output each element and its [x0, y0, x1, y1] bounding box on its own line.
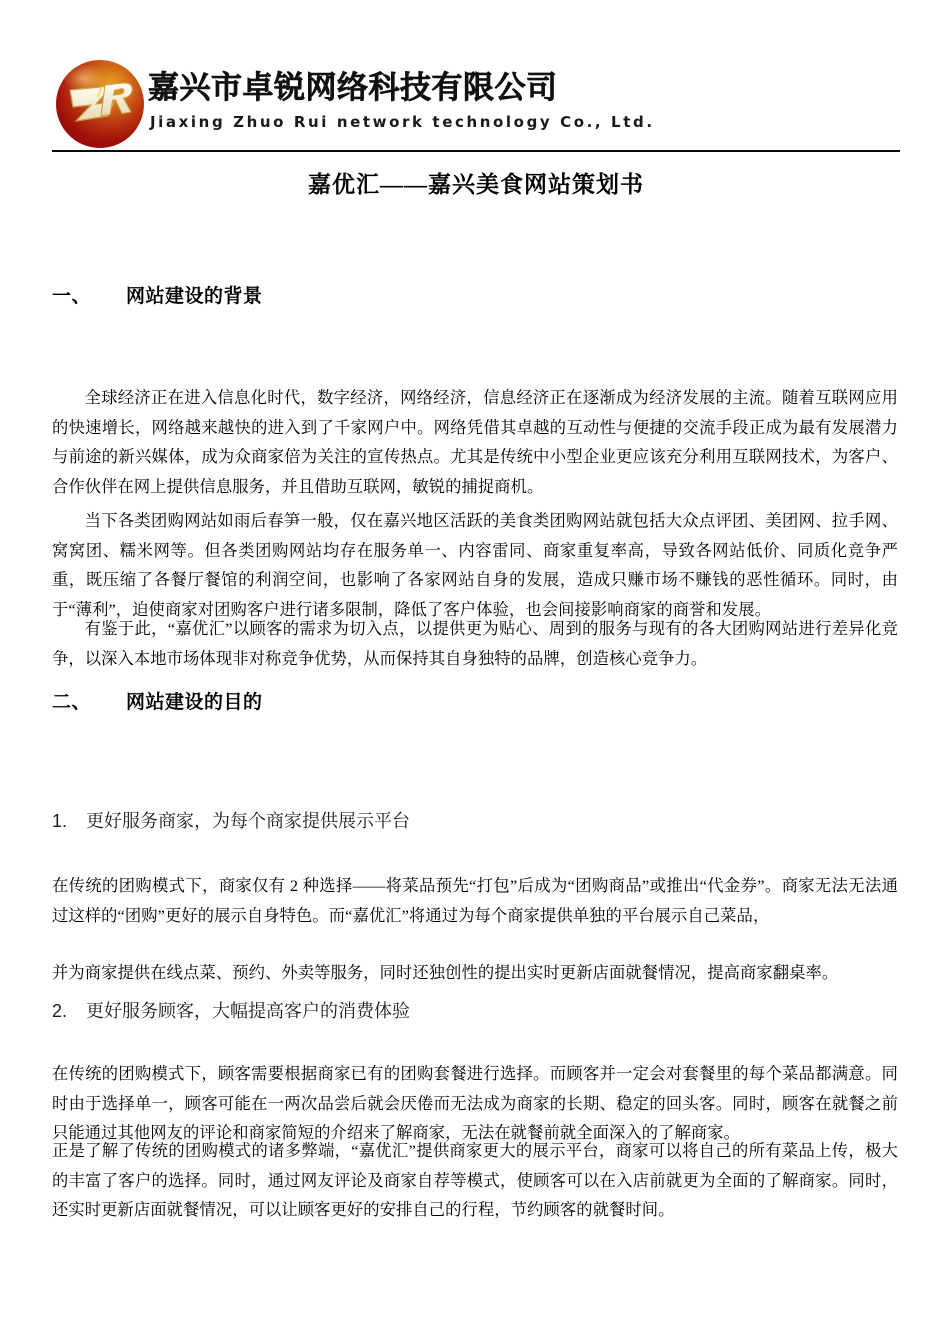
paragraph-background-2: 当下各类团购网站如雨后春笋一般，仅在嘉兴地区活跃的美食类团购网站就包括大众点评团、美团网、拉手网、窝窝团、糯米网等。但各类团购网站均存在服务单一、内容雷同、商家重复率高，导致各网站低价、同质化竞争严重，既压缩了各餐厅餐馆的利润空间，也影响了各家网站自身的发展，造成只赚市场不赚钱的恶性循环。同时，由于“薄利”，迫使商家对团购客户进行诸多限制，降低了客户体验，也会间接影响商家的商誉和发展。	[52, 511, 898, 619]
paragraph-background-3: 有鉴于此，“嘉优汇”以顾客的需求为切入点，以提供更为贴心、周到的服务与现有的各大团购网站进行差异化竞争，以深入本地市场体现非对称竞争优势，从而保持其自身独特的品牌，创造核心竞争力。	[52, 619, 898, 668]
document-title: 嘉优汇——嘉兴美食网站策划书	[308, 172, 644, 197]
company-name-en: Jiaxing Zhuo Rui network technology Co., Ltd.	[150, 113, 655, 131]
paragraph-purpose-1b: 并为商家提供在线点菜、预约、外卖等服务，同时还独创性的提出实时更新店面就餐情况，提高商家翻桌率。	[52, 963, 839, 982]
header-divider	[52, 150, 900, 152]
paragraph-purpose-2b: 正是了解了传统的团购模式的诸多弊端，“嘉优汇”提供商家更大的展示平台，商家可以将自己的所有菜品上传，极大的丰富了客户的选择。同时，通过网友评论及商家自荐等模式，使顾客可以在入店前就更为全面的了解商家。同时，还实时更新店面就餐情况，可以让顾客更好的安排自己的行程，节约顾客的就餐时间。	[52, 1141, 898, 1219]
list-item-2	[52, 998, 900, 1025]
company-logo	[56, 60, 144, 148]
section-heading-2	[52, 687, 900, 714]
logo-zr-monogram-icon	[56, 60, 144, 148]
section-number-2: 二、	[52, 692, 92, 713]
company-name-cn: 嘉兴市卓锐网络科技有限公司	[148, 70, 558, 106]
section-title-2: 网站建设的目的	[126, 692, 263, 713]
list-marker-2: 2.	[52, 1001, 68, 1021]
list-title-2: 更好服务顾客，大幅提高客户的消费体验	[86, 1001, 410, 1021]
section-number-1: 一、	[52, 286, 92, 307]
section-title-1: 网站建设的背景	[126, 286, 263, 307]
paragraph-background-1: 全球经济正在进入信息化时代，数字经济，网络经济，信息经济正在逐渐成为经济发展的主流。随着互联网应用的快速增长，网络越来越快的进入到了千家网户中。网络凭借其卓越的互动性与便捷的交流手段正成为最有发展潜力与前途的新兴媒体，成为众商家倍为关注的宣传热点。尤其是传统中小型企业更应该充分利用互联网技术，为客户、合作伙伴在网上提供信息服务，并且借助互联网，敏锐的捕捉商机。	[52, 388, 898, 496]
list-marker-1: 1.	[52, 811, 68, 831]
section-heading-1	[52, 281, 900, 308]
list-item-1	[52, 808, 900, 835]
paragraph-purpose-2a: 在传统的团购模式下，顾客需要根据商家已有的团购套餐进行选择。而顾客并一定会对套餐里的每个菜品都满意。同时由于选择单一，顾客可能在一两次品尝后就会厌倦而无法成为商家的长期、稳定的回头客。同时，顾客在就餐之前只能通过其他网友的评论和商家简短的介绍来了解商家，无法在就餐前就全面深入的了解商家。	[52, 1064, 898, 1142]
list-title-1: 更好服务商家，为每个商家提供展示平台	[86, 811, 410, 831]
paragraph-purpose-1a: 在传统的团购模式下，商家仅有 2 种选择——将菜品预先“打包”后成为“团购商品”或推出“代金券”。商家无法无法通过这样的“团购”更好的展示自身特色。而“嘉优汇”将通过为每个商家提供单独的平台展示自己菜品，	[52, 876, 898, 925]
letterhead	[52, 58, 900, 150]
